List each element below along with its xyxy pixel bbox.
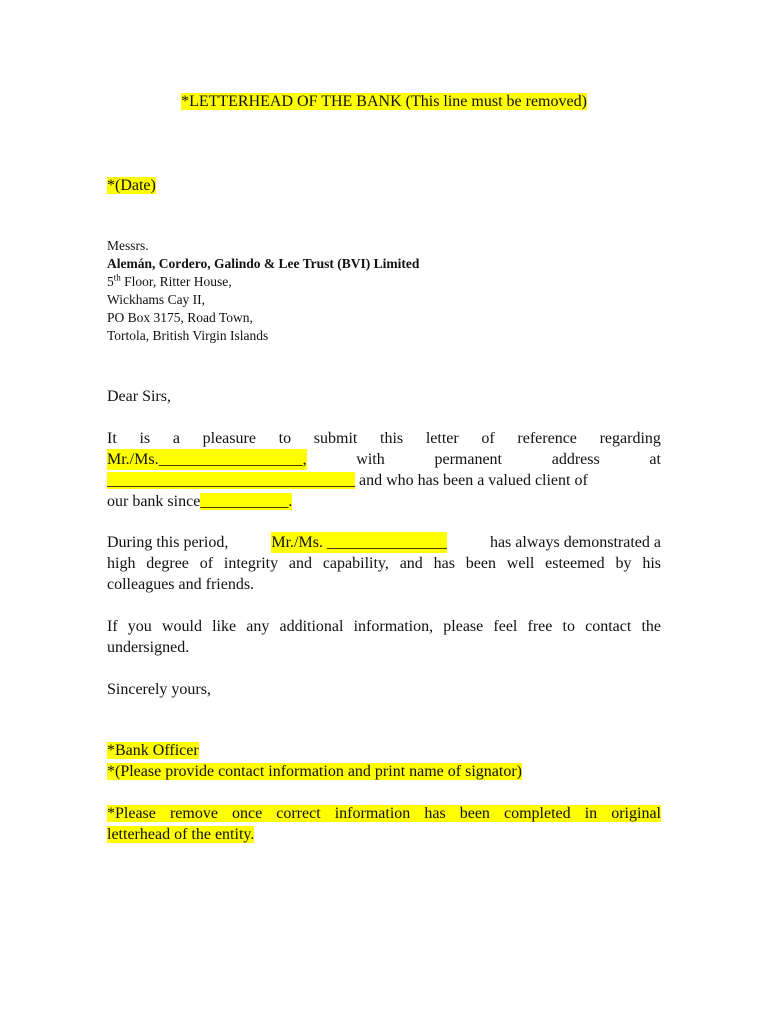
word: regarding	[599, 430, 661, 447]
bank-officer-title: *Bank Officer	[107, 742, 199, 759]
address-line-2: Wickhams Cay II,	[107, 292, 206, 307]
paragraph-integrity-line-3: colleagues and friends.	[107, 576, 255, 593]
address-company: Alemán, Cordero, Galindo & Lee Trust (BVI) Limited	[107, 256, 420, 271]
date-placeholder	[107, 175, 156, 197]
client-since-blank: ___________.	[200, 493, 293, 510]
address-line-3: PO Box 3175, Road Town,	[107, 310, 253, 325]
paragraph-reference-line-3	[107, 470, 661, 491]
address-floor-suffix: th	[113, 272, 121, 283]
word: with	[356, 451, 385, 468]
address-messrs: Messrs.	[107, 238, 149, 253]
word: a	[172, 430, 180, 447]
paragraph-reference-line-3-rest: and who has been a valued client of	[355, 472, 588, 489]
paragraph-contact	[107, 616, 661, 658]
removal-note	[107, 803, 661, 845]
paragraph-reference	[107, 428, 661, 512]
address-floor-number: 5	[107, 274, 114, 289]
word: address	[551, 451, 600, 468]
recipient-address	[107, 237, 419, 345]
letterhead-placeholder	[0, 91, 768, 113]
word: at	[649, 451, 661, 468]
address-blank: _______________________________	[107, 472, 355, 489]
word: reference	[517, 430, 577, 447]
word: letter	[425, 430, 459, 447]
client-name-blank-2: Mr./Ms. _______________	[271, 534, 447, 551]
paragraph-reference-line-2	[107, 449, 661, 470]
paragraph-integrity	[107, 532, 661, 595]
word: is	[139, 430, 151, 447]
address-floor-rest: Floor, Ritter House,	[120, 274, 232, 289]
paragraph-integrity-line-1	[107, 532, 661, 553]
paragraph-integrity-line-1-rest: has always demonstrated a	[489, 534, 661, 551]
word: It	[107, 430, 117, 447]
word: pleasure	[202, 430, 256, 447]
closing: Sincerely yours,	[107, 681, 211, 698]
address-line-4: Tortola, British Virgin Islands	[107, 328, 269, 343]
word: submit	[313, 430, 358, 447]
word: permanent	[434, 451, 502, 468]
letterhead-text: *LETTERHEAD OF THE BANK (This line must be removed)	[181, 93, 587, 110]
salutation: Dear Sirs,	[107, 388, 171, 405]
removal-note-line-1: *Please remove once correct information has been completed in original	[107, 805, 661, 822]
paragraph-integrity-line-1-start: During this period,	[107, 534, 229, 551]
bank-officer-instruction: *(Please provide contact information and print name of signator)	[107, 763, 522, 780]
paragraph-contact-line-1: If you would like any additional information, please feel free to contact the	[107, 618, 661, 635]
date-text: *(Date)	[107, 177, 156, 194]
bank-officer-block	[107, 740, 661, 782]
removal-note-line-2: letterhead of the entity.	[107, 826, 255, 843]
address-floor-line	[107, 273, 419, 291]
paragraph-contact-line-2: undersigned.	[107, 639, 190, 656]
paragraph-integrity-line-2: high degree of integrity and capability, and has been well esteemed by his	[107, 555, 661, 572]
client-name-blank: Mr./Ms.__________________,	[107, 451, 307, 468]
word: of	[481, 430, 495, 447]
word: this	[380, 430, 404, 447]
paragraph-reference-line-4-start: our bank since	[107, 493, 201, 510]
paragraph-reference-line-4	[107, 491, 661, 512]
word: to	[278, 430, 292, 447]
paragraph-reference-line-1	[107, 428, 661, 449]
